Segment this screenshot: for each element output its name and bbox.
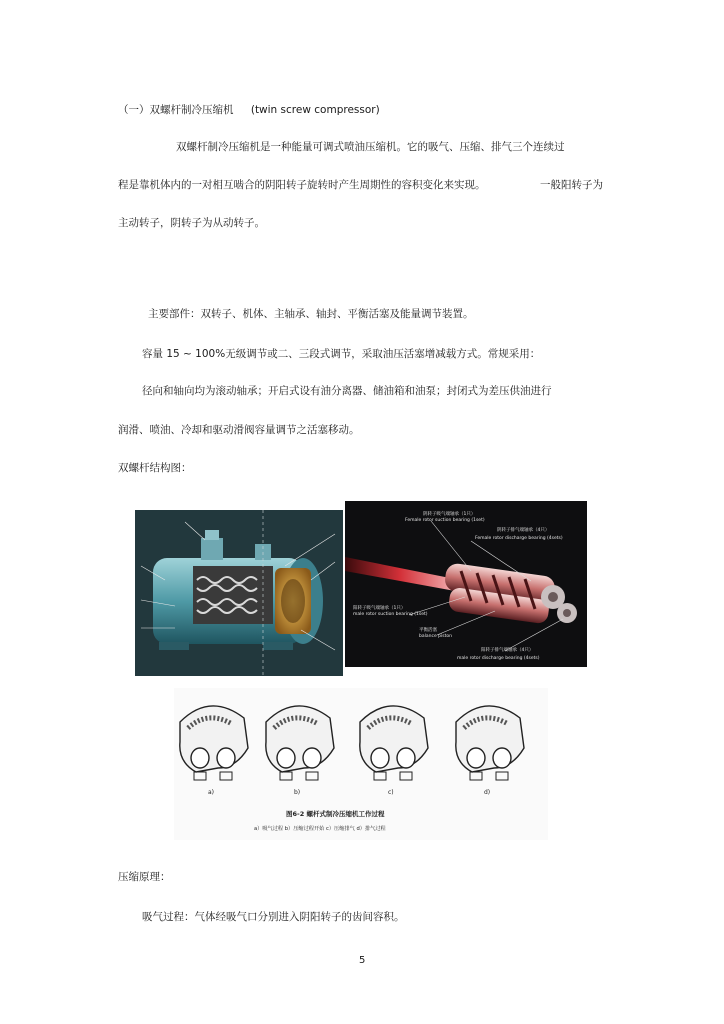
rotor-pair-photo [345,501,587,667]
working-process-illustration [174,688,548,840]
structure-label: 双螺杆结构图： [118,462,192,474]
intro-line-2b: 一般阳转子为 [540,179,603,191]
working-process-figure [174,688,548,840]
heading-chinese: （一）双螺杆制冷压缩机 [118,104,234,116]
compressor-cutaway-illustration [135,510,343,676]
main-parts-text: 主要部件：双转子、机体、主轴承、轴封、平衡活塞及能量调节装置。 [148,308,474,320]
label-top2-en: Female rotor discharge bearing (4sets) [475,536,563,541]
lubrication-text: 润滑、喷油、冷却和驱动滑阀容量调节之活塞移动。 [118,424,360,436]
heading-english: (twin screw compressor) [250,104,380,116]
compression-principle-heading: 压缩原理： [118,871,171,883]
label-top1-en: Female rotor suction bearing (1set) [405,518,485,523]
capacity-text: 容量 15 ~ 100%无级调节或二、三段式调节，采取油压活塞增减载方式。常规采用： [142,348,541,360]
label-top1: 阴转子吸气端轴承（1只） [423,512,476,517]
stage-label-a: a) [208,789,215,796]
bearings-text: 径向和轴向均为滚动轴承；开启式设有油分离器、储油箱和油泵；封闭式为差压供油进行 [142,385,552,397]
stage-drawing [180,706,248,780]
stage-label-d: d) [484,789,491,796]
section-heading [118,103,380,117]
label-mid1: 阳转子吸气端轴承（1只） [353,606,406,611]
label-mid2-en: balance piston [419,634,452,639]
intro-line-3: 主动转子，阴转子为从动转子。 [118,217,265,229]
label-bot1: 阳转子排气端轴承（4只） [481,648,534,653]
compressor-cutaway-photo [135,510,343,676]
figure-caption-sub: a）吸气过程 b）压缩过程开始 c）压缩排气 d）排气过程 [254,826,386,832]
suction-process-text: 吸气过程：气体经吸气口分别进入阴阳转子的齿间容积。 [142,911,405,923]
stage-label-c: c) [388,789,394,796]
intro-line-1: 双螺杆制冷压缩机是一种能量可调式喷油压缩机。它的吸气、压缩、排气三个连续过 [176,141,565,153]
page-number: 5 [359,955,366,966]
label-bot1-en: male rotor discharge bearing (4sets) [457,656,540,661]
label-top2: 阴转子排气端轴承（4只） [497,528,550,533]
screw-rotor-illustration [345,501,587,667]
label-mid2: 平衡活塞 [419,628,437,633]
figure-caption-title: 图6-2 螺杆式制冷压缩机工作过程 [286,810,385,818]
label-mid1-en: male rotor suction bearing (1set) [353,612,428,617]
stage-label-b: b) [294,789,301,796]
intro-line-2a: 程是靠机体内的一对相互啮合的阴阳转子旋转时产生周期性的容积变化来实现。 [118,179,486,191]
